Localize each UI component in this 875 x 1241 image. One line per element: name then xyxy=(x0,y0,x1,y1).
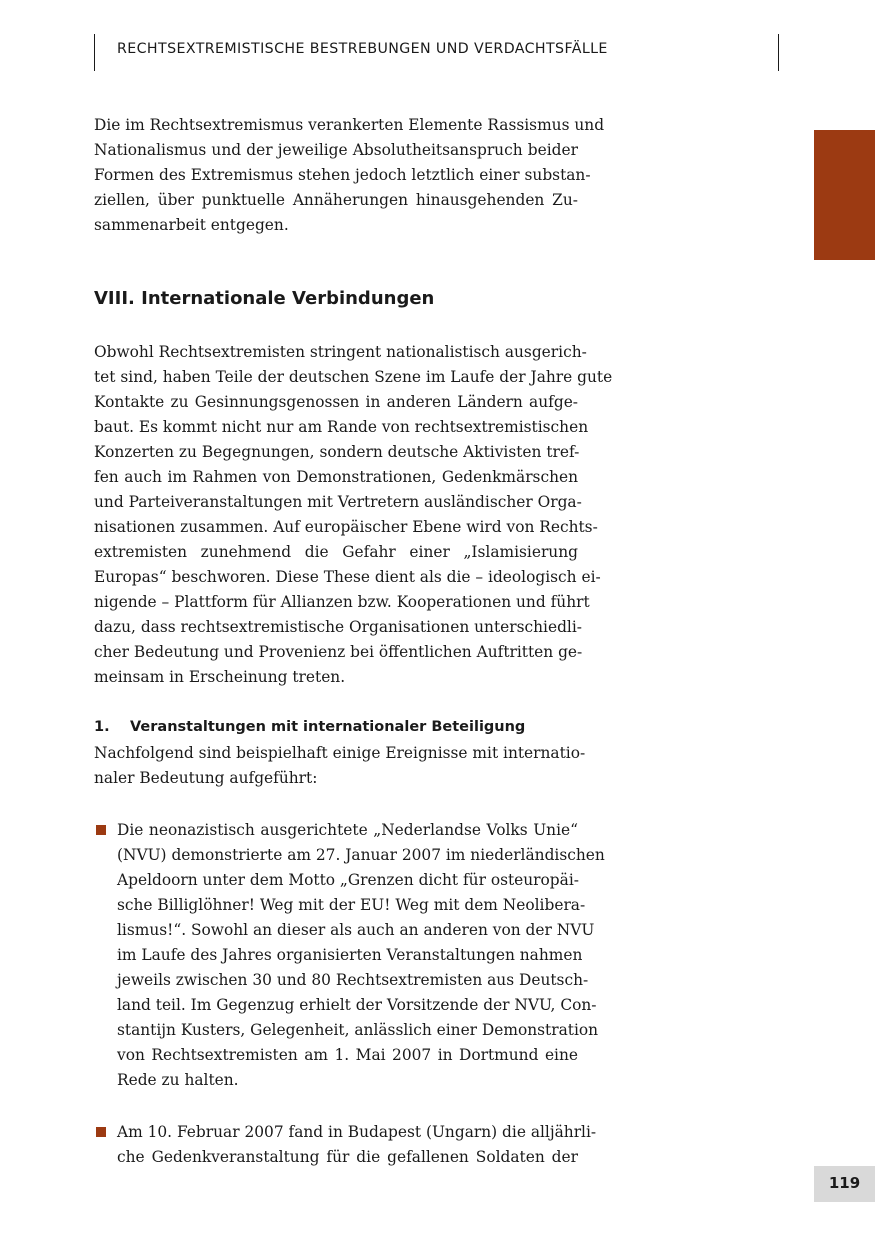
bullet-line: von Rechtsextremisten am 1. Mai 2007 in Dortmund eine xyxy=(117,1046,578,1064)
intro-line: Formen des Extremismus stehen jedoch letztlich einer substan- xyxy=(94,166,591,184)
bullet-line: Die neonazistisch ausgerichtete „Nederlandse Volks Unie“ xyxy=(117,821,578,839)
section-line: Kontakte zu Gesinnungsgenossen in anderen Ländern aufge- xyxy=(94,393,578,411)
subsection-line: naler Bedeutung aufgeführt: xyxy=(94,769,318,787)
section-line: und Parteiveranstaltungen mit Vertretern ausländischer Orga- xyxy=(94,493,582,511)
section-line: meinsam in Erscheinung treten. xyxy=(94,668,346,686)
section-line: baut. Es kommt nicht nur am Rande von rechtsextremistischen xyxy=(94,418,589,436)
section-line: nigende – Plattform für Allianzen bzw. Kooperationen und führt xyxy=(94,593,590,611)
bullet-line: Am 10. Februar 2007 fand in Budapest (Ungarn) die alljährli- xyxy=(117,1123,597,1141)
section-line: fen auch im Rahmen von Demonstrationen, Gedenkmärschen xyxy=(94,468,578,486)
section-line: Konzerten zu Begegnungen, sondern deutsche Aktivisten tref- xyxy=(94,443,580,461)
page-number-box xyxy=(814,1166,875,1202)
section-line: dazu, dass rechtsextremistische Organisationen unterschiedli- xyxy=(94,618,582,636)
section-line: cher Bedeutung und Provenienz bei öffentlichen Auftritten ge- xyxy=(94,643,583,661)
page-number: 119 xyxy=(828,1174,861,1192)
bullet-line: jeweils zwischen 30 und 80 Rechtsextremisten aus Deutsch- xyxy=(117,971,589,989)
bullet-line: lismus!“. Sowohl an dieser als auch an anderen von der NVU xyxy=(117,921,595,939)
section-line: Obwohl Rechtsextremisten stringent nationalistisch ausgerich- xyxy=(94,343,587,361)
section-line: Europas“ beschworen. Diese These dient als die – ideologisch ei- xyxy=(94,568,601,586)
intro-line: sammenarbeit entgegen. xyxy=(94,216,289,234)
header-rule-right xyxy=(778,34,779,71)
bullet-line: Apeldoorn unter dem Motto „Grenzen dicht für osteuropäi- xyxy=(117,871,579,889)
subsection-number: 1. xyxy=(94,719,110,735)
bullet-square-icon xyxy=(96,825,106,835)
bullet-line: (NVU) demonstrierte am 27. Januar 2007 im niederländischen xyxy=(117,846,605,864)
section-line: tet sind, haben Teile der deutschen Szene im Laufe der Jahre gute xyxy=(94,368,613,386)
intro-line: Nationalismus und der jeweilige Absolutheitsanspruch beider xyxy=(94,141,578,159)
header-rule-left xyxy=(94,34,95,71)
bullet-line: che Gedenkveranstaltung für die gefallenen Soldaten der xyxy=(117,1148,578,1166)
bullet-line: im Laufe des Jahres organisierten Veranstaltungen nahmen xyxy=(117,946,583,964)
section-heading: VIII. Internationale Verbindungen xyxy=(94,288,435,309)
bullet-line: Rede zu halten. xyxy=(117,1071,239,1089)
bullet-square-icon xyxy=(96,1127,106,1137)
bullet-line: land teil. Im Gegenzug erhielt der Vorsitzende der NVU, Con- xyxy=(117,996,597,1014)
subsection-line: Nachfolgend sind beispielhaft einige Ereignisse mit internatio- xyxy=(94,744,586,762)
section-line: nisationen zusammen. Auf europäischer Ebene wird von Rechts- xyxy=(94,518,598,536)
subsection-title: Veranstaltungen mit internationaler Beteiligung xyxy=(130,719,526,735)
intro-line: ziellen, über punktuelle Annäherungen hinausgehenden Zu- xyxy=(94,191,578,209)
running-head: RECHTSEXTREMISTISCHE BESTREBUNGEN UND VERDACHTSFÄLLE xyxy=(117,41,608,57)
section-line: extremisten zunehmend die Gefahr einer „Islamisierung xyxy=(94,543,578,561)
bullet-line: sche Billiglöhner! Weg mit der EU! Weg mit dem Neolibera- xyxy=(117,896,586,914)
chapter-side-tab xyxy=(814,130,875,260)
bullet-line: stantijn Kusters, Gelegenheit, anlässlich einer Demonstration xyxy=(117,1021,599,1039)
intro-line: Die im Rechtsextremismus verankerten Elemente Rassismus und xyxy=(94,116,605,134)
